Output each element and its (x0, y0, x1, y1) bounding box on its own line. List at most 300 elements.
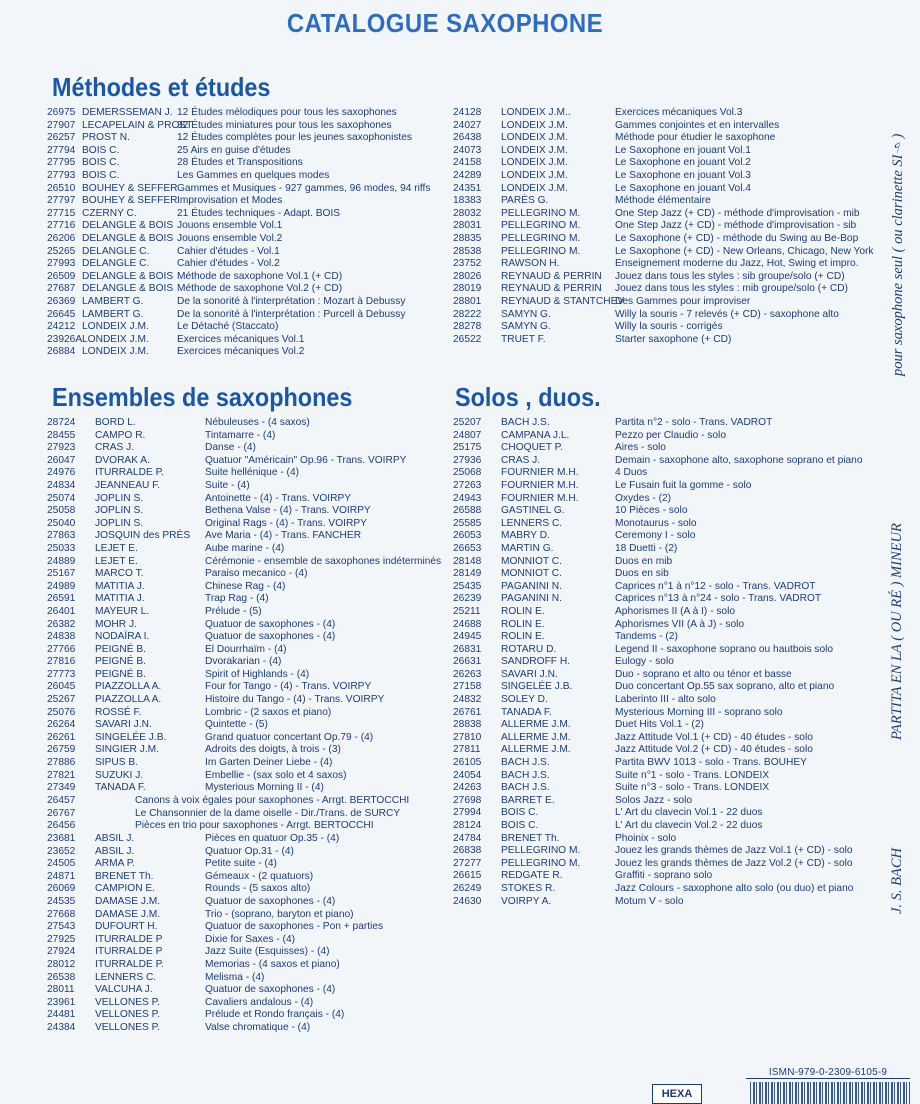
composer-name: JOPLIN S. (95, 505, 144, 517)
work-title: Dixie for Saxes - (4) (205, 933, 296, 945)
catalogue-entry (47, 505, 447, 518)
composer-name: BORD L. (95, 417, 136, 428)
composer-name: BACH J.S. (501, 769, 550, 781)
catalogue-entry (47, 694, 447, 707)
catalogue-number: 28149 (453, 568, 482, 580)
catalogue-number: 25265 (47, 245, 76, 257)
composer-name: LAMBERT G. (82, 295, 144, 307)
catalogue-entry (47, 820, 447, 833)
composer-name: LONDEIX J.M. (501, 132, 568, 144)
catalogue-entry (453, 631, 893, 644)
work-title: Jouez les grands thèmes de Jazz Vol.2 (+ CD) - solo (615, 857, 853, 869)
catalogue-number: 25068 (453, 467, 482, 479)
catalogue-entry (453, 883, 893, 896)
work-title: Méthode de saxophone Vol.1 (+ CD) (177, 270, 343, 282)
catalogue-entry (453, 195, 893, 208)
composer-name: BACH J.S. (501, 417, 550, 428)
catalogue-entry (453, 283, 893, 296)
composer-name: TANADA F. (95, 782, 146, 794)
catalogue-number: 25058 (47, 505, 76, 517)
catalogue-entry (47, 1022, 447, 1035)
composer-name: RAWSON H. (501, 258, 560, 270)
composer-name: SAMYN G. (501, 321, 551, 333)
methodes-list-right (453, 107, 893, 346)
side-text-composer: J. S. BACH (889, 847, 905, 914)
composer-name: ITURRALDE P. (95, 467, 164, 479)
work-title: Im Garten Deiner Liebe - (4) (205, 757, 333, 769)
work-title: Solos Jazz - solo (615, 794, 693, 806)
composer-name: LONDEIX J.M. (501, 169, 568, 181)
catalogue-entry (47, 120, 447, 133)
composer-name: LONDEIX J.M. (501, 119, 568, 131)
composer-name: ABSIL J. (95, 833, 135, 844)
catalogue-number: 24212 (47, 321, 76, 333)
composer-name: DELANGLE & BOIS (82, 232, 174, 244)
catalogue-number: 23752 (453, 258, 482, 270)
catalogue-number: 26509 (47, 270, 76, 282)
work-title: Des Gammes pour improviser (615, 295, 751, 307)
work-title: Dvorakarian - (4) (205, 656, 282, 668)
barcode (750, 1082, 910, 1104)
catalogue-number: 24351 (453, 182, 482, 194)
work-title: Duo concertant Op.55 sax soprano, alto et piano (615, 681, 835, 693)
catalogue-number: 26767 (47, 807, 76, 819)
catalogue-entry (453, 309, 893, 322)
work-title: Nébuleuses - (4 saxos) (205, 417, 310, 428)
catalogue-entry (453, 820, 893, 833)
catalogue-entry (47, 493, 447, 506)
catalogue-number: 26588 (453, 505, 482, 517)
catalogue-number: 26510 (47, 182, 76, 194)
catalogue-entry (47, 959, 447, 972)
work-title: 32 Études miniatures pour tous les saxophones (177, 119, 392, 131)
catalogue-number: 23961 (47, 996, 76, 1008)
catalogue-number: 27277 (453, 857, 482, 869)
catalogue-entry (47, 833, 447, 846)
work-title: Prélude - (5) (205, 605, 262, 617)
composer-name: MAYEUR L. (95, 605, 150, 617)
composer-name: CRAS J. (95, 442, 135, 454)
catalogue-number: 27668 (47, 908, 76, 920)
work-title: El Dourrhaïm - (4) (205, 643, 287, 655)
catalogue-number: 24027 (453, 119, 482, 131)
composer-name: LONDEIX J.M. (82, 333, 149, 345)
composer-name: DVORAK A. (95, 454, 150, 466)
composer-name: DAMASE J.M. (95, 908, 161, 920)
work-title: Memorias - (4 saxos et piano) (205, 958, 340, 970)
catalogue-entry (47, 233, 447, 246)
work-title: Exercices mécaniques Vol.1 (177, 333, 305, 345)
composer-name: LENNERS C. (95, 971, 157, 983)
catalogue-number: 24535 (47, 895, 76, 907)
composer-name: JOSQUIN des PRÉS (95, 530, 191, 542)
catalogue-number: 27158 (453, 681, 482, 693)
composer-name: PIAZZOLLA A. (95, 681, 162, 693)
catalogue-entry (47, 619, 447, 632)
catalogue-entry (453, 157, 893, 170)
catalogue-number: 27811 (453, 744, 481, 756)
composer-name: SAVARI J.N. (95, 719, 152, 731)
catalogue-entry (453, 795, 893, 808)
catalogue-entry (47, 782, 447, 795)
ensembles-wide-list (47, 795, 447, 833)
catalogue-entry (47, 417, 447, 430)
work-title: Caprices n°1 à n°12 - solo - Trans. VADROT (615, 580, 816, 592)
catalogue-number: 25175 (453, 442, 482, 454)
composer-name: PELLEGRINO M. (501, 245, 581, 257)
composer-name: TRUET F. (501, 333, 546, 345)
catalogue-number: 24054 (453, 769, 482, 781)
catalogue-number: 25074 (47, 492, 76, 504)
work-title: Aube marine - (4) (205, 542, 285, 554)
catalogue-entry (453, 480, 893, 493)
catalogue-number: 24073 (453, 144, 482, 156)
catalogue-number: 24976 (47, 467, 76, 479)
work-title: Partita n°2 - solo - Trans. VADROT (615, 417, 773, 428)
composer-name: TANADA F. (501, 706, 552, 718)
composer-name: CAMPO R. (95, 429, 146, 441)
work-title: Jouez dans tous les styles : mib groupe/solo (+ CD) (615, 283, 849, 295)
work-title: Trap Rag - (4) (205, 593, 269, 605)
composer-name: ARMA P. (95, 858, 136, 870)
catalogue-number: 26831 (453, 643, 482, 655)
catalogue-entry (47, 518, 447, 531)
work-title: Jazz Colours - saxophone alto solo (ou duo) et piano (615, 882, 854, 894)
catalogue-entry (47, 430, 447, 443)
catalogue-entry (453, 417, 893, 430)
work-title: Petite suite - (4) (205, 858, 277, 870)
catalogue-entry (47, 530, 447, 543)
work-title: Gammes et Musiques - 927 gammes, 96 modes, 94 riffs (177, 182, 431, 194)
catalogue-number: 24945 (453, 631, 482, 643)
catalogue-entry (453, 493, 893, 506)
work-title: Le Chansonnier de la dame oiselle - Dir./Trans. de SURCY (135, 807, 401, 819)
catalogue-entry (47, 946, 447, 959)
solos-list (453, 417, 893, 908)
catalogue-number: 23926A (47, 333, 83, 345)
catalogue-entry (47, 271, 447, 284)
catalogue-entry (47, 858, 447, 871)
catalogue-entry (453, 233, 893, 246)
catalogue-number: 26263 (453, 668, 482, 680)
work-title: Tandems - (2) (615, 631, 678, 643)
ensembles-list-2 (47, 833, 447, 1035)
work-title: Jouons ensemble Vol.1 (177, 220, 283, 232)
composer-name: VELLONES P. (95, 996, 160, 1008)
work-title: Duos en mib (615, 555, 673, 567)
catalogue-number: 25585 (453, 517, 482, 529)
work-title: Duos en sib (615, 568, 669, 580)
catalogue-number: 27925 (47, 933, 76, 945)
catalogue-entry (453, 757, 893, 770)
catalogue-entry (47, 195, 447, 208)
catalogue-number: 25076 (47, 706, 76, 718)
catalogue-entry (453, 183, 893, 196)
catalogue-entry (47, 669, 447, 682)
catalogue-number: 26522 (453, 333, 482, 345)
catalogue-entry (47, 719, 447, 732)
composer-name: PIAZZOLLA A. (95, 694, 162, 706)
composer-name: MATITIA J. (95, 580, 145, 592)
composer-name: PEIGNÉ B. (95, 668, 146, 680)
catalogue-number: 23652 (47, 845, 76, 857)
composer-name: CRAS J. (501, 454, 541, 466)
work-title: Jazz Attitude Vol.1 (+ CD) - 40 études - solo (615, 731, 813, 743)
catalogue-number: 25211 (453, 605, 481, 617)
catalogue-entry (453, 455, 893, 468)
catalogue-number: 27810 (453, 731, 482, 743)
work-title: Jazz Attitude Vol.2 (+ CD) - 40 études - solo (615, 744, 813, 756)
work-title: Jouons ensemble Vol.2 (177, 232, 283, 244)
catalogue-number: 26206 (47, 232, 76, 244)
work-title: Mysterious Morning II - (4) (205, 782, 324, 794)
catalogue-number: 26239 (453, 593, 482, 605)
catalogue-number: 28019 (453, 283, 482, 295)
catalogue-entry (47, 220, 447, 233)
catalogue-number: 24943 (453, 492, 482, 504)
work-title: Eulogy - solo (615, 656, 674, 668)
composer-name: CAMPION E. (95, 883, 156, 895)
composer-name: DELANGLE C. (82, 258, 150, 270)
catalogue-number: 26538 (47, 971, 76, 983)
work-title: Pièces en trio pour saxophones - Arrgt. BERTOCCHI (135, 820, 374, 832)
catalogue-entry (453, 518, 893, 531)
composer-name: BOIS C. (82, 157, 120, 169)
work-title: Original Rags - (4) - Trans. VOIRPY (205, 517, 367, 529)
catalogue-number: 26653 (453, 542, 482, 554)
work-title: Antoinette - (4) - Trans. VOIRPY (205, 492, 352, 504)
catalogue-entry (453, 568, 893, 581)
catalogue-number: 26401 (47, 605, 76, 617)
work-title: One Step Jazz (+ CD) - méthode d'improvisation - sib (615, 220, 857, 232)
work-title: 10 Pièces - solo (615, 505, 688, 517)
work-title: Aphorismes VII (A à J) - solo (615, 618, 745, 630)
section-title-solos: Solos , duos. (455, 382, 601, 412)
catalogue-number: 25040 (47, 517, 76, 529)
work-title: Quatuor Op.31 - (4) (205, 845, 294, 857)
catalogue-entry (453, 296, 893, 309)
work-title: Graffiti - soprano solo (615, 870, 713, 882)
catalogue-number: 24289 (453, 169, 482, 181)
work-title: Demain - saxophone alto, saxophone soprano et piano (615, 454, 863, 466)
composer-name: DUFOURT H. (95, 921, 158, 933)
catalogue-entry (47, 145, 447, 158)
composer-name: LENNERS C. (501, 517, 563, 529)
catalogue-number: 28835 (453, 232, 482, 244)
catalogue-number: 26105 (453, 757, 482, 769)
catalogue-number: 26047 (47, 454, 76, 466)
composer-name: JEANNEAU F. (95, 479, 161, 491)
work-title: Jouez dans tous les styles : sib groupe/solo (+ CD) (615, 270, 845, 282)
catalogue-entry (453, 619, 893, 632)
catalogue-number: 27797 (47, 195, 76, 207)
catalogue-number: 23681 (47, 833, 76, 844)
catalogue-number: 26249 (453, 882, 482, 894)
catalogue-number: 27924 (47, 946, 76, 958)
catalogue-entry (453, 321, 893, 334)
catalogue-entry (453, 246, 893, 259)
work-title: Embellie - (sax solo et 4 saxos) (205, 769, 347, 781)
catalogue-number: 28012 (47, 958, 76, 970)
catalogue-number: 28222 (453, 308, 482, 320)
composer-name: MATITIA J. (95, 593, 145, 605)
work-title: Quatuor de saxophones - Pon + parties (205, 921, 384, 933)
catalogue-number: 24871 (47, 870, 76, 882)
work-title: Oxydes - (2) (615, 492, 672, 504)
catalogue-number: 28026 (453, 270, 482, 282)
catalogue-entry (47, 606, 447, 619)
work-title: Laberinto III - alto solo (615, 694, 716, 706)
work-title: 12 Études mélodiques pour tous les saxophones (177, 107, 397, 118)
catalogue-number: 24989 (47, 580, 76, 592)
work-title: Méthode de saxophone Vol.2 (+ CD) (177, 283, 343, 295)
composer-name: PEIGNÉ B. (95, 656, 146, 668)
catalogue-entry (47, 593, 447, 606)
catalogue-number: 24630 (453, 895, 482, 907)
composer-name: PAGANINI N. (501, 580, 562, 592)
composer-name: SANDROFF H. (501, 656, 571, 668)
catalogue-number: 27794 (47, 144, 76, 156)
catalogue-number: 28724 (47, 417, 76, 428)
catalogue-entry (47, 246, 447, 259)
catalogue-entry (47, 543, 447, 556)
work-title: Cahier d'études - Vol.1 (177, 245, 280, 257)
composer-name: LEJET E. (95, 542, 138, 554)
composer-name: ROSSÉ F. (95, 706, 142, 718)
catalogue-entry (47, 871, 447, 884)
work-title: Four for Tango - (4) - Trans. VOIRPY (205, 681, 372, 693)
work-title: Grand quatuor concertant Op.79 - (4) (205, 731, 374, 743)
work-title: Quatuor de saxophones - (4) (205, 895, 336, 907)
catalogue-entry (47, 132, 447, 145)
section-title-ensembles: Ensembles de saxophones (52, 382, 353, 412)
catalogue-entry (453, 807, 893, 820)
composer-name: LONDEIX J.M. (501, 157, 568, 169)
catalogue-entry (47, 157, 447, 170)
work-title: Le Saxophone en jouant Vol.1 (615, 144, 751, 156)
work-title: Tintamarre - (4) (205, 429, 276, 441)
catalogue-entry (453, 581, 893, 594)
work-title: Exercices mécaniques Vol.3 (615, 107, 743, 118)
composer-name: JOPLIN S. (95, 517, 144, 529)
section-title-methodes: Méthodes et études (52, 72, 271, 102)
catalogue-number: 27715 (47, 207, 76, 219)
catalogue-entry (47, 170, 447, 183)
work-title: 28 Études et Transpositions (177, 157, 303, 169)
catalogue-entry (453, 334, 893, 347)
catalogue-number: 27766 (47, 643, 76, 655)
catalogue-entry (453, 530, 893, 543)
catalogue-number: 24807 (453, 429, 482, 441)
work-title: Le Saxophone en jouant Vol.3 (615, 169, 751, 181)
catalogue-number: 27994 (453, 807, 482, 819)
methodes-list-left (47, 107, 447, 359)
catalogue-number: 27793 (47, 169, 76, 181)
composer-name: LONDEIX J.M. (82, 346, 149, 358)
work-title: Spirit of Highlands - (4) (205, 668, 310, 680)
catalogue-entry (47, 208, 447, 221)
composer-name: SAVARI J.N. (501, 668, 558, 680)
composer-name: STOKES R. (501, 882, 556, 894)
catalogue-entry (47, 732, 447, 745)
catalogue-number: 26975 (47, 107, 76, 118)
composer-name: DELANGLE C. (82, 245, 150, 257)
catalogue-entry (453, 782, 893, 795)
catalogue-number: 27698 (453, 794, 482, 806)
side-text-partita: PARTITA EN LA ( OU RÉ ) MINEUR (889, 523, 905, 740)
catalogue-entry (47, 455, 447, 468)
catalogue-number: 26456 (47, 820, 76, 832)
work-title: Suite n°1 - solo - Trans. LONDEIX (615, 769, 770, 781)
catalogue-entry (47, 707, 447, 720)
catalogue-entry (453, 442, 893, 455)
catalogue-number: 25033 (47, 542, 76, 554)
catalogue-entry (453, 606, 893, 619)
catalogue-number: 27816 (47, 656, 76, 668)
catalogue-number: 28801 (453, 295, 482, 307)
composer-name: SIPUS B. (95, 757, 139, 769)
composer-name: BARRET E. (501, 794, 555, 806)
work-title: Les Gammes en quelques modes (177, 169, 330, 181)
catalogue-number: 24834 (47, 479, 76, 491)
catalogue-number: 24832 (453, 694, 482, 706)
catalogue-entry (47, 334, 447, 347)
catalogue-number: 26457 (47, 795, 76, 806)
composer-name: BACH J.S. (501, 757, 550, 769)
catalogue-number: 24128 (453, 107, 482, 118)
catalogue-entry (47, 934, 447, 947)
composer-name: ABSIL J. (95, 845, 135, 857)
composer-name: REYNAUD & STANTCHEV (501, 295, 625, 307)
catalogue-entry (47, 283, 447, 296)
composer-name: PROST N. (82, 132, 130, 144)
composer-name: MARTIN G. (501, 542, 554, 554)
catalogue-number: 26884 (47, 346, 76, 358)
ensembles-list (47, 417, 447, 795)
catalogue-number: 27886 (47, 757, 76, 769)
catalogue-entry (47, 556, 447, 569)
composer-name: FOURNIER M.H. (501, 479, 579, 491)
catalogue-entry (47, 656, 447, 669)
work-title: Cérémonie - ensemble de saxophones indéterminés (205, 555, 442, 567)
composer-name: LECAPELAIN & PROST (82, 119, 193, 131)
composer-name: PELLEGRINO M. (501, 207, 581, 219)
catalogue-entry (453, 669, 893, 682)
work-title: Pièces en quatuor Op.35 - (4) (205, 833, 340, 844)
composer-name: VOIRPY A. (501, 895, 552, 907)
composer-name: FOURNIER M.H. (501, 492, 579, 504)
work-title: Suite - (4) (205, 479, 250, 491)
work-title: 21 Études techniques - Adapt. BOIS (177, 207, 341, 219)
catalogue-entry (453, 845, 893, 858)
catalogue-number: 28011 (47, 984, 75, 996)
catalogue-entry (453, 258, 893, 271)
composer-name: SINGIER J.M. (95, 744, 159, 756)
composer-name: ALLERME J.M. (501, 744, 571, 756)
composer-name: VELLONES P. (95, 1009, 160, 1021)
work-title: Le Saxophone (+ CD) - New Orleans, Chicago, New York (615, 245, 874, 257)
catalogue-number: 27263 (453, 479, 482, 491)
composer-name: ITURRALDE P (95, 933, 163, 945)
composer-name: MOHR J. (95, 618, 137, 630)
work-title: De la sonorité à l'interprétation : Purcell à Debussy (177, 308, 406, 320)
composer-name: PELLEGRINO M. (501, 220, 581, 232)
catalogue-number: 28031 (453, 220, 482, 232)
work-title: One Step Jazz (+ CD) - méthode d'improvisation - mib (615, 207, 860, 219)
catalogue-number: 24384 (47, 1021, 76, 1033)
composer-name: JOPLIN S. (95, 492, 144, 504)
composer-name: PELLEGRINO M. (501, 232, 581, 244)
